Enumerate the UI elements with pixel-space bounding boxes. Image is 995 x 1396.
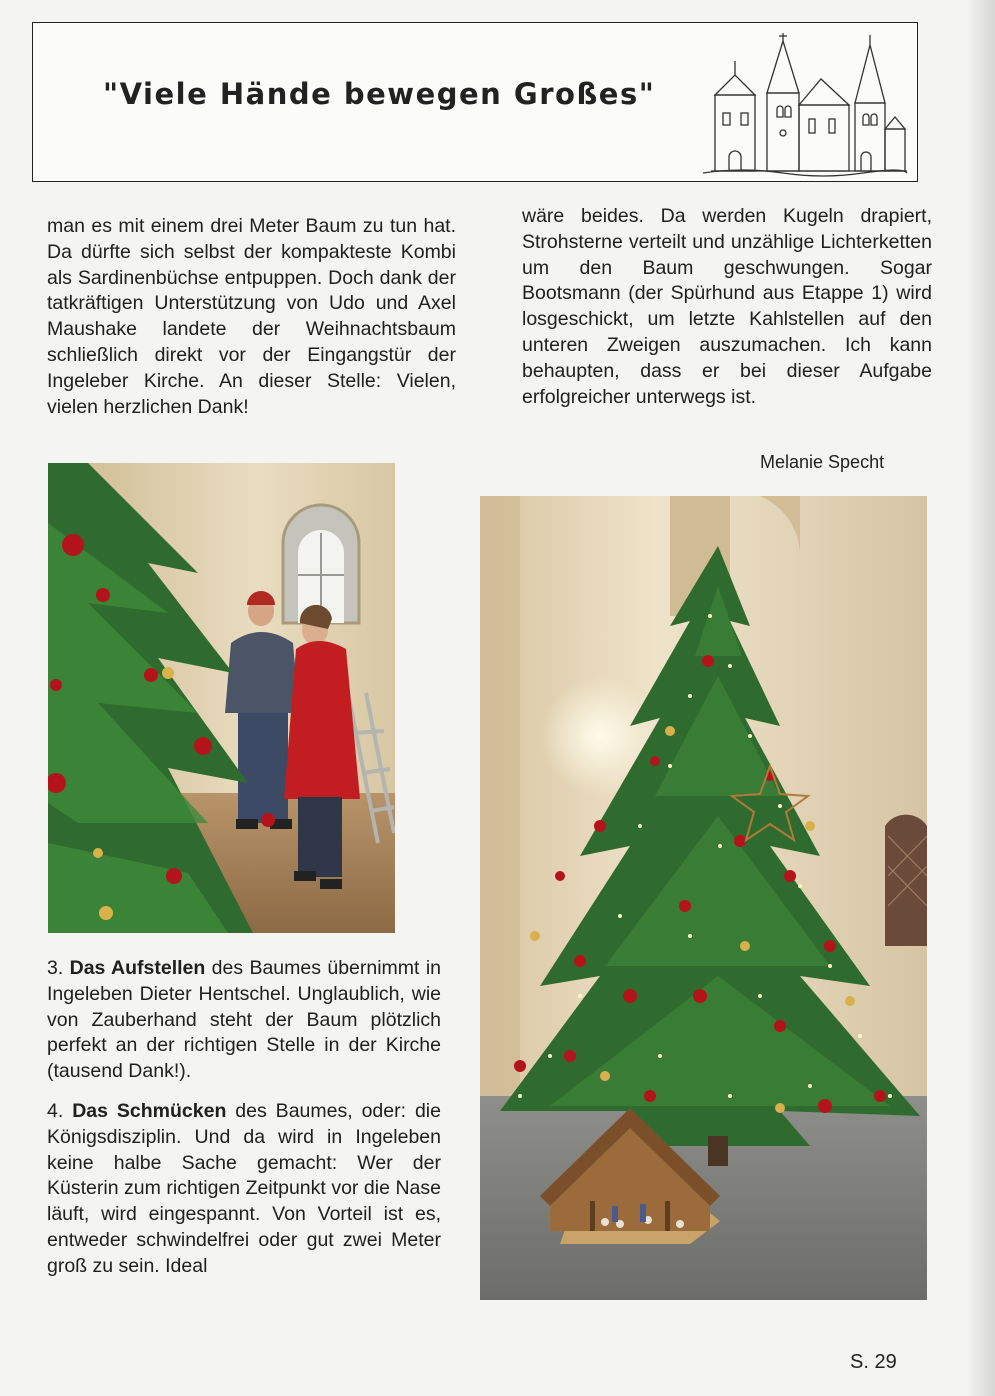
paragraph-step-3 <box>47 956 441 1085</box>
church-sketch-icon <box>701 33 911 179</box>
step-3-text: des Baumes übernimmt in Ingeleben Dieter Hentschel. Unglaublich, wie von Zauberhand steht der Baum plötzlich perfekt an der richtigen Stelle in der Kirche (tausend Dank!). <box>47 957 441 1083</box>
page-edge-shadow <box>967 0 995 1396</box>
step-4-heading: Das Schmücken <box>72 1099 227 1122</box>
step-4-text: des Baumes, oder: die Königsdisziplin. Und da wird in Ingeleben keine halbe Sache gemacht: Wer der Küsterin zum richtigen Zeitpunkt vor die Nase läuft, wird eingespannt. Von Vorteil ist es, entweder schwindelfrei oder gut zwei Meter groß zu sein. Ideal <box>47 1099 441 1277</box>
paragraph-transport: man es mit einem drei Meter Baum zu tun hat. Da dürfte sich selbst der kompakteste Kombi als Sardinenbüchse entpuppen. Doch dank der tatkräftigen Unterstützung von Udo und Axel Maushake landete der Weihnachtsbaum schließlich direkt vor der Eingangstür der Ingeleber Kirche. An dieser Stelle: Vielen, vielen herzlichen Dank! <box>47 215 456 418</box>
step-3-number: 3. <box>47 957 64 979</box>
author-signature: Melanie Specht <box>760 452 885 472</box>
paragraph-step-4 <box>47 1099 441 1280</box>
right-column-top-text <box>522 204 932 410</box>
photo-decorating-tree <box>48 463 395 933</box>
step-4-number: 4. <box>47 1099 64 1122</box>
left-column-top-text <box>47 214 456 420</box>
header-box <box>32 22 918 182</box>
step-3-heading: Das Aufstellen <box>69 957 206 979</box>
paragraph-decorating-end: wäre beides. Da werden Kugeln drapiert, Strohsterne verteilt und unzählige Lichterketten um den Baum geschwungen. Sogar Bootsmann (der Spürhund aus Etappe 1) wird losgeschickt, um letzte Kahlstellen auf den unteren Zweigen auszumachen. Ich kann behaupten, dass er bei dieser Aufgabe erfolgreicher unterwegs ist. <box>522 205 932 408</box>
photo-finished-tree <box>480 496 927 1300</box>
page-number: S. 29 <box>850 1351 897 1373</box>
left-column-bottom-text <box>47 956 441 1280</box>
article-title: "Viele Hände bewegen Großes" <box>103 77 656 111</box>
